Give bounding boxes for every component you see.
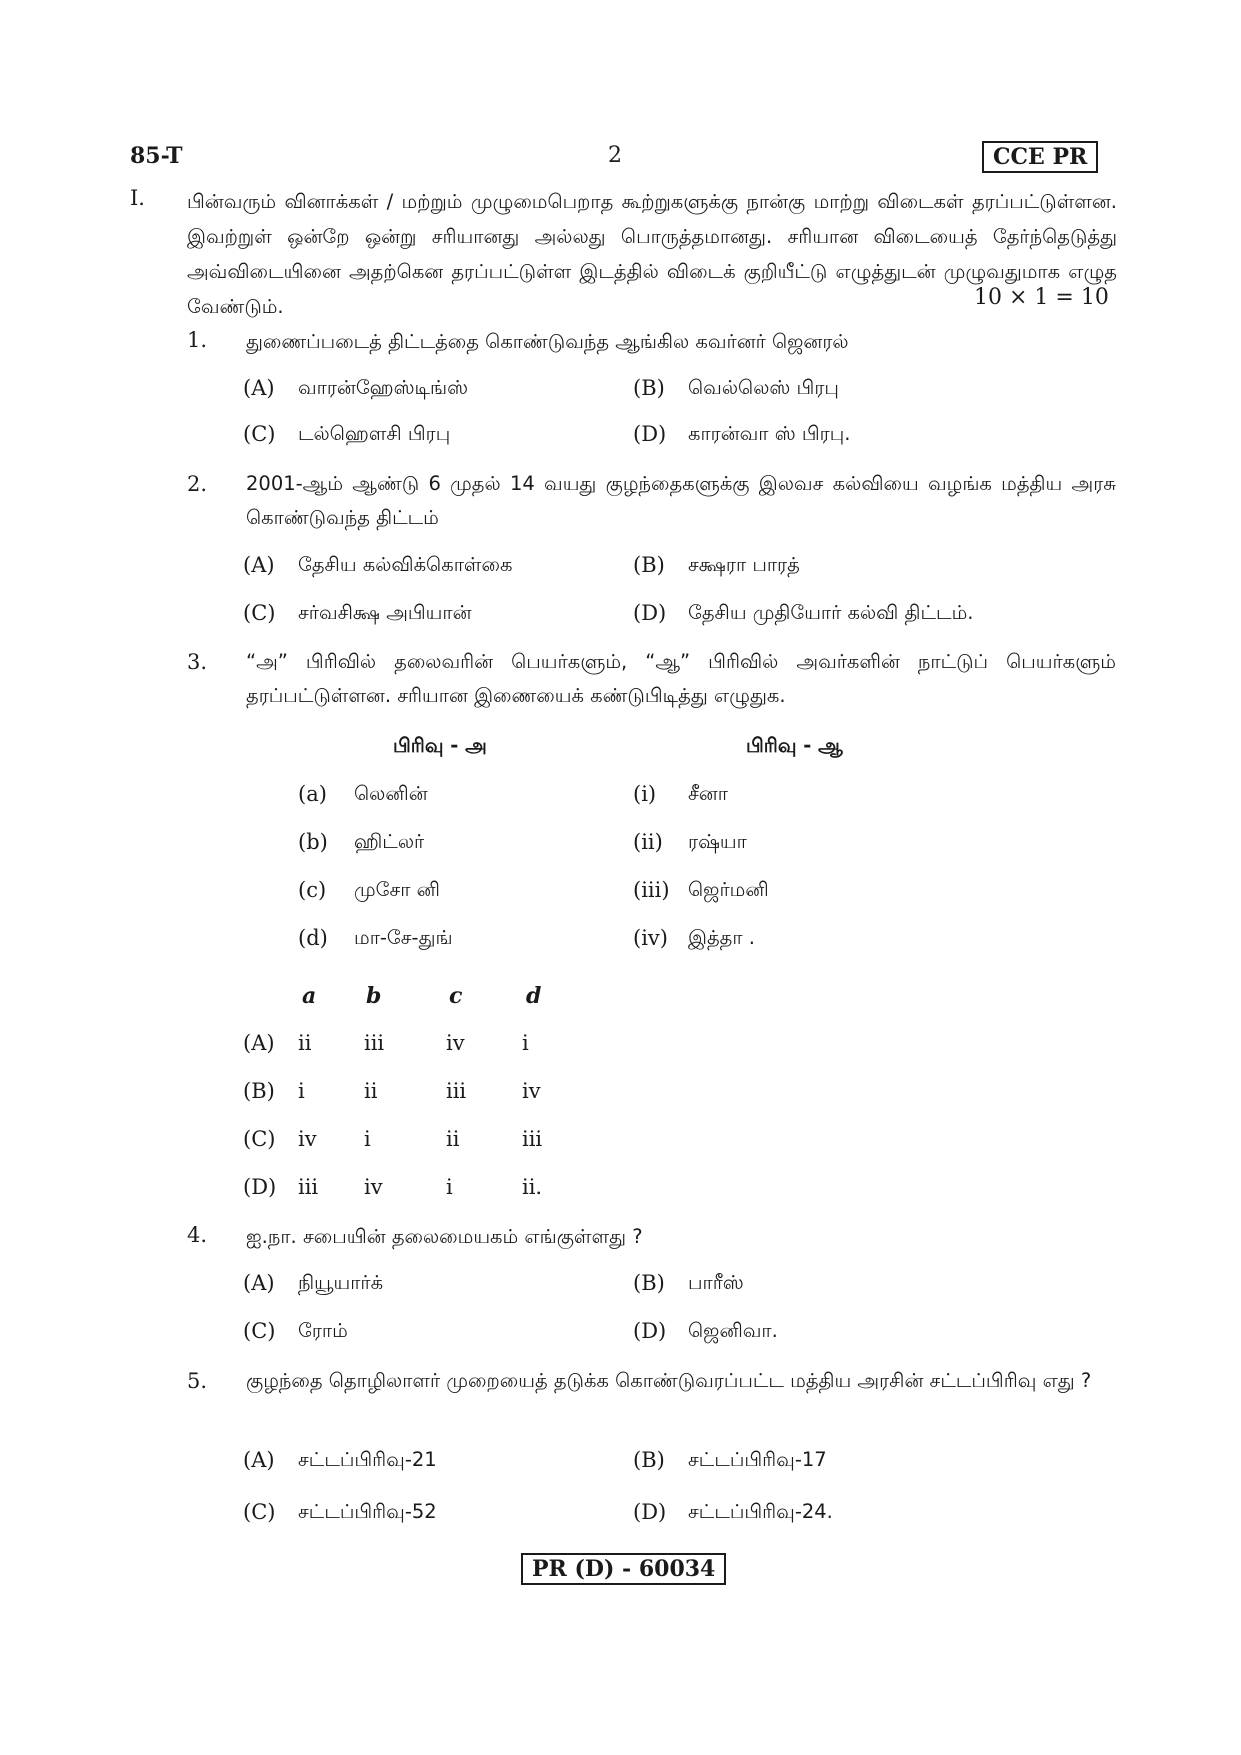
grid-head: d	[526, 983, 542, 1009]
paper-code: 85-T	[130, 143, 183, 169]
grid-cell: iii	[522, 1127, 543, 1151]
grid-cell: iv	[446, 1031, 465, 1055]
option-label: (A)	[243, 376, 275, 400]
option-text: பாரீஸ்	[688, 1271, 744, 1294]
match-label: (a)	[298, 782, 327, 806]
match-label: (d)	[298, 926, 328, 950]
match-item: ரஷ்யா	[688, 830, 747, 853]
option-label: (D)	[633, 1319, 667, 1343]
match-item: லெனின்	[354, 782, 428, 805]
option-label: (D)	[633, 422, 667, 446]
grid-cell: iv	[364, 1175, 383, 1199]
grid-cell: i	[522, 1031, 529, 1055]
question-text: “அ” பிரிவில் தலைவரின் பெயர்களும், “ஆ” பிரிவில் அவர்களின் நாட்டுப் பெயர்களும் தரப்பட்டுள்ளன. சரியான இணையைக் கண்டுபிடித்து எழுதுக.	[246, 650, 1116, 707]
option-label: (C)	[243, 1127, 276, 1151]
grid-cell: iii	[446, 1079, 467, 1103]
option-label: (B)	[633, 1271, 665, 1295]
option-text: சட்டப்பிரிவு-17	[688, 1448, 827, 1471]
option-label: (A)	[243, 553, 275, 577]
question-text: ஐ.நா. சபையின் தலைமையகம் எங்குள்ளது ?	[246, 1225, 643, 1248]
question-text: 2001-ஆம் ஆண்டு 6 முதல் 14 வயது குழந்தைகளுக்கு இலவச கல்வியை வழங்க மத்திய அரசு கொண்டுவந்த திட்டம்	[246, 472, 1116, 529]
option-label: (B)	[633, 376, 665, 400]
question-number: 3.	[187, 650, 208, 674]
option-label: (B)	[633, 553, 665, 577]
grid-cell: i	[446, 1175, 453, 1199]
grid-cell: ii.	[522, 1175, 543, 1199]
option-label: (B)	[243, 1079, 275, 1103]
option-text: சக்ஷரா பாரத்	[688, 553, 800, 576]
option-text: சட்டப்பிரிவு-52	[298, 1500, 437, 1523]
grid-cell: i	[298, 1079, 305, 1103]
section-instruction: பின்வரும் வினாக்கள் / மற்றும் முழுமைபெறாத கூற்றுகளுக்கு நான்கு மாற்று விடைகள் தரப்பட்டுள்ளன. இவற்றுள் ஒன்றே ஒன்று சரியானது அல்லது பொருத்தமானது. சரியான விடையைத் தேர்ந்தெடுத்து அவ்விடையினை அதற்கென தரப்பட்டுள்ள இடத்தில் விடைக் குறியீட்டு எழுத்துடன் முழுவதுமாக எழுத வேண்டும்.	[187, 190, 1117, 318]
question-number: 4.	[187, 1223, 208, 1247]
question-number: 5.	[187, 1369, 208, 1393]
match-label: (iii)	[633, 878, 670, 902]
page-number: 2	[608, 143, 622, 168]
option-label: (D)	[633, 601, 667, 625]
option-text: ரோம்	[298, 1319, 348, 1342]
footer-code: PR (D) - 60034	[521, 1553, 726, 1585]
grid-head: c	[449, 983, 463, 1009]
grid-head: b	[366, 983, 382, 1009]
option-label: (B)	[633, 1448, 665, 1472]
paper-tag: CCE PR	[982, 141, 1098, 173]
question-number: 2.	[187, 472, 208, 496]
section-numeral: I.	[130, 186, 145, 210]
grid-cell: ii	[364, 1079, 378, 1103]
match-item: சீனா	[688, 782, 728, 805]
grid-cell: iv	[298, 1127, 317, 1151]
grid-cell: iii	[364, 1031, 385, 1055]
option-text: தேசிய முதியோர் கல்வி திட்டம்.	[688, 601, 974, 624]
option-label: (A)	[243, 1271, 275, 1295]
option-label: (C)	[243, 422, 276, 446]
option-label: (C)	[243, 1319, 276, 1343]
option-label: (C)	[243, 1500, 276, 1524]
grid-cell: ii	[298, 1031, 312, 1055]
grid-cell: iii	[298, 1175, 319, 1199]
option-label: (C)	[243, 601, 276, 625]
question-number: 1.	[187, 328, 208, 352]
column-a-heading: பிரிவு - அ	[393, 734, 487, 757]
option-label: (A)	[243, 1031, 275, 1055]
option-label: (D)	[243, 1175, 277, 1199]
grid-head: a	[302, 983, 317, 1009]
column-b-heading: பிரிவு - ஆ	[746, 734, 843, 757]
option-text: சர்வசிக்ஷ அபியான்	[298, 601, 472, 624]
grid-cell: ii	[446, 1127, 460, 1151]
option-text: சட்டப்பிரிவு-24.	[688, 1500, 833, 1523]
match-label: (i)	[633, 782, 657, 806]
match-label: (iv)	[633, 926, 668, 950]
option-label: (A)	[243, 1448, 275, 1472]
question-text: துணைப்படைத் திட்டத்தை கொண்டுவந்த ஆங்கில கவர்னர் ஜெனரல்	[246, 330, 849, 353]
option-text: சட்டப்பிரிவு-21	[298, 1448, 437, 1471]
match-item: இத்தா .	[688, 926, 755, 949]
match-item: ஜெர்மனி	[688, 878, 769, 901]
option-text: காரன்வா ஸ் பிரபு.	[688, 422, 851, 445]
option-text: வாரன்ஹேஸ்டிங்ஸ்	[298, 376, 469, 399]
match-item: மா-சே-துங்	[354, 926, 453, 949]
grid-cell: i	[364, 1127, 371, 1151]
grid-cell: iv	[522, 1079, 541, 1103]
match-label: (b)	[298, 830, 328, 854]
match-item: முசோ னி	[354, 878, 441, 901]
option-text: தேசிய கல்விக்கொள்கை	[298, 553, 513, 576]
match-label: (ii)	[633, 830, 663, 854]
option-text: வெல்லெஸ் பிரபு	[688, 376, 839, 399]
option-text: நியூயார்க்	[298, 1271, 384, 1294]
option-text: ஜெனிவா.	[688, 1319, 778, 1342]
question-text: குழந்தை தொழிலாளர் முறையைத் தடுக்க கொண்டுவரப்பட்ட மத்திய அரசின் சட்டப்பிரிவு எது ?	[246, 1369, 1092, 1392]
match-item: ஹிட்லர்	[354, 830, 425, 853]
marks-allocation: 10 × 1 = 10	[974, 285, 1109, 310]
option-label: (D)	[633, 1500, 667, 1524]
match-label: (c)	[298, 878, 327, 902]
option-text: டல்ஹௌசி பிரபு	[298, 422, 451, 445]
